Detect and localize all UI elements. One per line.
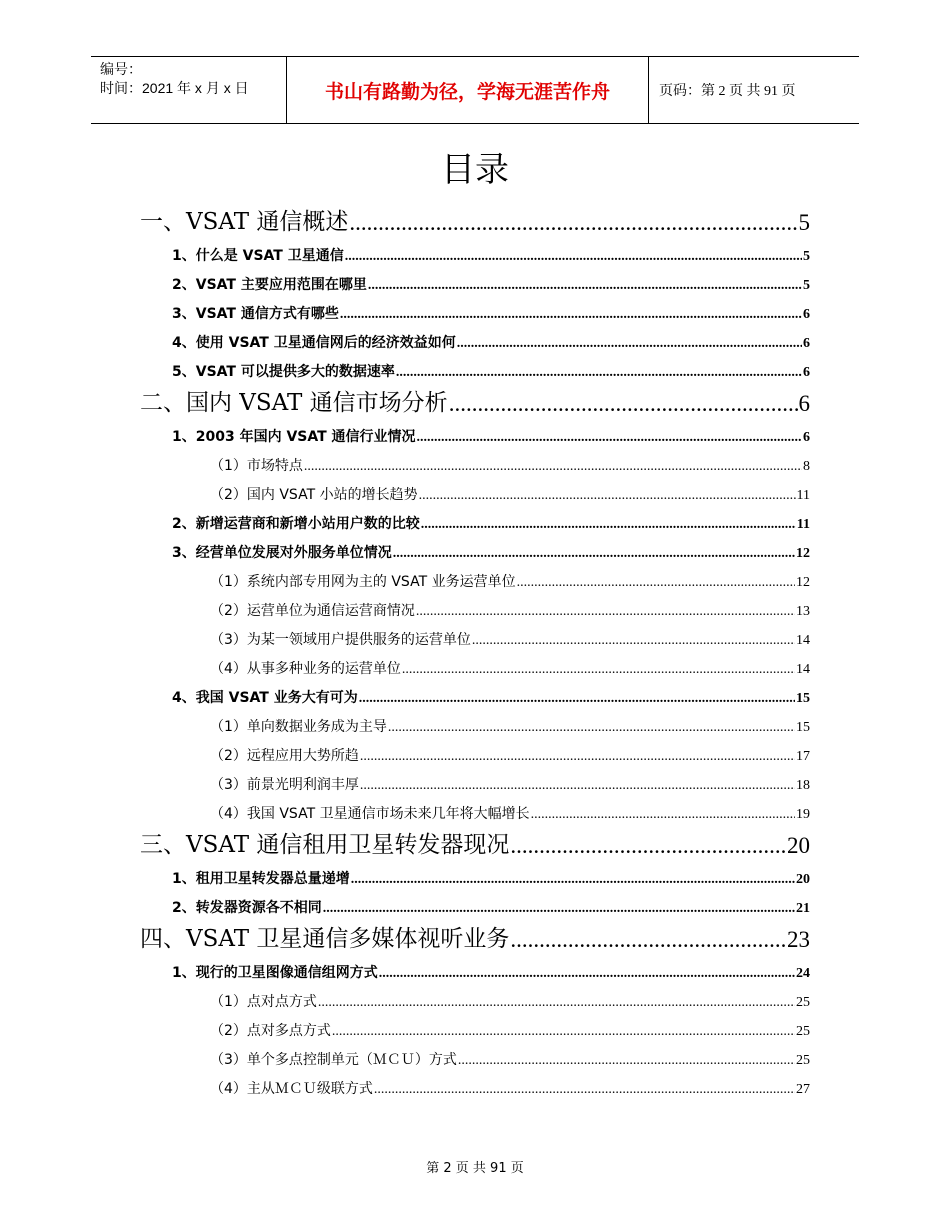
- toc-entry-level-3[interactable]: [140, 1011, 810, 1040]
- toc-entry-level-2[interactable]: [140, 294, 810, 323]
- toc-entry-title: （4）我国 VSAT 卫星通信市场未来几年将大幅增长: [210, 806, 530, 822]
- toc-entry-page: 24: [796, 966, 810, 981]
- toc-leader-dots: [393, 546, 795, 562]
- toc-entry-title: （3）为某一领域用户提供服务的运营单位: [210, 632, 471, 648]
- toc-entry-level-2[interactable]: [140, 859, 810, 888]
- toc-entry-title: 一、VSAT 通信概述: [140, 209, 349, 235]
- toc-entry-level-2[interactable]: [140, 678, 810, 707]
- toc-entry-level-2[interactable]: [140, 236, 810, 265]
- toc-entry-page: 25: [796, 995, 810, 1010]
- toc-entry-level-1[interactable]: [140, 823, 810, 859]
- time-label: 时间：2021 年 x 月 x 日: [100, 80, 249, 96]
- toc-entry-level-3[interactable]: [140, 765, 810, 794]
- toc-entry-level-3[interactable]: [140, 794, 810, 823]
- toc-leader-dots: [349, 210, 797, 236]
- toc-entry-page: 5: [803, 278, 810, 293]
- toc-entry-level-1[interactable]: [140, 917, 810, 953]
- toc-entry-page: 27: [796, 1082, 810, 1097]
- toc-leader-dots: [419, 488, 796, 504]
- page-footer: 第 2 页 共 91 页: [426, 1161, 524, 1176]
- toc-leader-dots: [421, 517, 796, 533]
- toc-leader-dots: [510, 833, 786, 859]
- toc-entry-title: 3、VSAT 通信方式有哪些: [172, 306, 339, 322]
- toc-entry-title: （1）市场特点: [210, 458, 303, 474]
- toc-entry-level-2[interactable]: [140, 323, 810, 352]
- toc-entry-page: 25: [796, 1024, 810, 1039]
- page-title: 目录: [441, 150, 509, 190]
- toc-entry-page: 18: [796, 778, 810, 793]
- toc-entry-page: 6: [803, 365, 810, 380]
- toc-entry-level-3[interactable]: [140, 446, 810, 475]
- toc-entry-title: 1、什么是 VSAT 卫星通信: [172, 248, 344, 264]
- header-motto: 书山有路勤为径，学海无涯苦作舟: [286, 57, 649, 123]
- toc-entry-page: 15: [796, 720, 810, 735]
- header-page-info: 页码：第 2 页 共 91 页: [659, 84, 796, 99]
- toc-leader-dots: [340, 307, 802, 323]
- toc-entry-level-3[interactable]: [140, 649, 810, 678]
- toc-entry-title: 5、VSAT 可以提供多大的数据速率: [172, 364, 395, 380]
- toc-leader-dots: [374, 1082, 795, 1098]
- toc-entry-title: （2）运营单位为通信运营商情况: [210, 603, 415, 619]
- toc-leader-dots: [417, 430, 802, 446]
- toc-entry-page: 20: [796, 872, 810, 887]
- toc-entry-title: 四、VSAT 卫星通信多媒体视听业务: [140, 926, 510, 952]
- toc-entry-page: 23: [787, 927, 810, 952]
- toc-entry-title: 2、转发器资源各不相同: [172, 900, 322, 916]
- toc-entry-page: 13: [796, 604, 810, 619]
- toc-entry-title: 二、国内 VSAT 通信市场分析: [140, 390, 448, 416]
- toc-entry-title: （2）点对多点方式: [210, 1023, 331, 1039]
- toc-entry-level-3[interactable]: [140, 707, 810, 736]
- toc-entry-level-2[interactable]: [140, 417, 810, 446]
- toc-entry-level-3[interactable]: [140, 736, 810, 765]
- toc-entry-title: （2）远程应用大势所趋: [210, 748, 359, 764]
- toc-leader-dots: [368, 278, 802, 294]
- toc-leader-dots: [379, 966, 795, 982]
- header-meta: [91, 57, 286, 123]
- toc-entry-title: （1）点对点方式: [210, 994, 317, 1010]
- toc-entry-title: 2、VSAT 主要应用范围在哪里: [172, 277, 367, 293]
- toc-entry-title: （1）系统内部专用网为主的 VSAT 业务运营单位: [210, 574, 516, 590]
- toc-entry-title: 4、使用 VSAT 卫星通信网后的经济效益如何: [172, 335, 456, 351]
- toc-entry-level-3[interactable]: [140, 1040, 810, 1069]
- toc-leader-dots: [531, 807, 795, 823]
- toc-leader-dots: [457, 336, 802, 352]
- toc-entry-page: 25: [796, 1053, 810, 1068]
- table-of-contents: [140, 200, 810, 1098]
- toc-leader-dots: [517, 575, 795, 591]
- toc-entry-page: 12: [796, 575, 810, 590]
- toc-leader-dots: [458, 1053, 795, 1069]
- toc-entry-level-2[interactable]: [140, 953, 810, 982]
- toc-entry-page: 6: [803, 336, 810, 351]
- toc-entry-title: （3）单个多点控制单元（ＭＣＵ）方式: [210, 1052, 457, 1068]
- toc-entry-page: 14: [796, 662, 810, 677]
- toc-leader-dots: [323, 901, 795, 917]
- toc-entry-level-2[interactable]: [140, 352, 810, 381]
- toc-leader-dots: [304, 459, 802, 475]
- toc-entry-page: 6: [803, 430, 810, 445]
- toc-entry-page: 20: [787, 833, 810, 858]
- toc-entry-level-3[interactable]: [140, 1069, 810, 1098]
- toc-entry-title: 1、现行的卫星图像通信组网方式: [172, 965, 378, 981]
- toc-entry-level-2[interactable]: [140, 504, 810, 533]
- toc-leader-dots: [416, 604, 795, 620]
- toc-entry-title: （4）从事多种业务的运营单位: [210, 661, 401, 677]
- toc-leader-dots: [360, 778, 795, 794]
- toc-entry-page: 5: [798, 210, 810, 235]
- toc-entry-title: （4）主从ＭＣＵ级联方式: [210, 1081, 373, 1097]
- toc-entry-level-3[interactable]: [140, 591, 810, 620]
- toc-entry-title: 3、经营单位发展对外服务单位情况: [172, 545, 392, 561]
- toc-leader-dots: [388, 720, 795, 736]
- toc-leader-dots: [318, 995, 795, 1011]
- number-label: 编号：: [100, 61, 142, 77]
- toc-entry-page: 12: [796, 546, 810, 561]
- toc-leader-dots: [332, 1024, 795, 1040]
- toc-entry-level-1[interactable]: [140, 381, 810, 417]
- toc-entry-page: 21: [796, 901, 810, 916]
- toc-leader-dots: [402, 662, 795, 678]
- toc-entry-title: （2）国内 VSAT 小站的增长趋势: [210, 487, 418, 503]
- toc-entry-page: 11: [796, 517, 810, 532]
- toc-leader-dots: [449, 391, 798, 417]
- toc-entry-page: 15: [796, 691, 810, 706]
- toc-entry-page: 5: [803, 249, 810, 264]
- toc-entry-page: 17: [796, 749, 810, 764]
- toc-leader-dots: [359, 691, 795, 707]
- toc-entry-title: 4、我国 VSAT 业务大有可为: [172, 690, 358, 706]
- toc-entry-title: 1、租用卫星转发器总量递增: [172, 871, 350, 887]
- toc-leader-dots: [351, 872, 795, 888]
- toc-entry-page: 6: [803, 307, 810, 322]
- toc-entry-level-3[interactable]: [140, 475, 810, 504]
- toc-leader-dots: [472, 633, 795, 649]
- toc-entry-page: 8: [803, 459, 810, 474]
- toc-entry-page: 11: [796, 488, 810, 503]
- toc-entry-level-3[interactable]: [140, 982, 810, 1011]
- page-header: [91, 56, 859, 124]
- toc-entry-page: 14: [796, 633, 810, 648]
- toc-leader-dots: [345, 249, 802, 265]
- toc-leader-dots: [360, 749, 795, 765]
- toc-leader-dots: [396, 365, 802, 381]
- toc-entry-level-3[interactable]: [140, 562, 810, 591]
- toc-entry-level-3[interactable]: [140, 620, 810, 649]
- toc-entry-level-2[interactable]: [140, 533, 810, 562]
- toc-entry-level-2[interactable]: [140, 888, 810, 917]
- toc-entry-title: 三、VSAT 通信租用卫星转发器现况: [140, 832, 510, 858]
- toc-leader-dots: [510, 927, 786, 953]
- toc-entry-title: （1）单向数据业务成为主导: [210, 719, 387, 735]
- toc-entry-level-2[interactable]: [140, 265, 810, 294]
- toc-entry-level-1[interactable]: [140, 200, 810, 236]
- toc-entry-page: 6: [798, 391, 810, 416]
- toc-entry-title: 2、新增运营商和新增小站用户数的比较: [172, 516, 420, 532]
- toc-entry-title: 1、2003 年国内 VSAT 通信行业情况: [172, 429, 416, 445]
- toc-entry-page: 19: [796, 807, 810, 822]
- toc-entry-title: （3）前景光明利润丰厚: [210, 777, 359, 793]
